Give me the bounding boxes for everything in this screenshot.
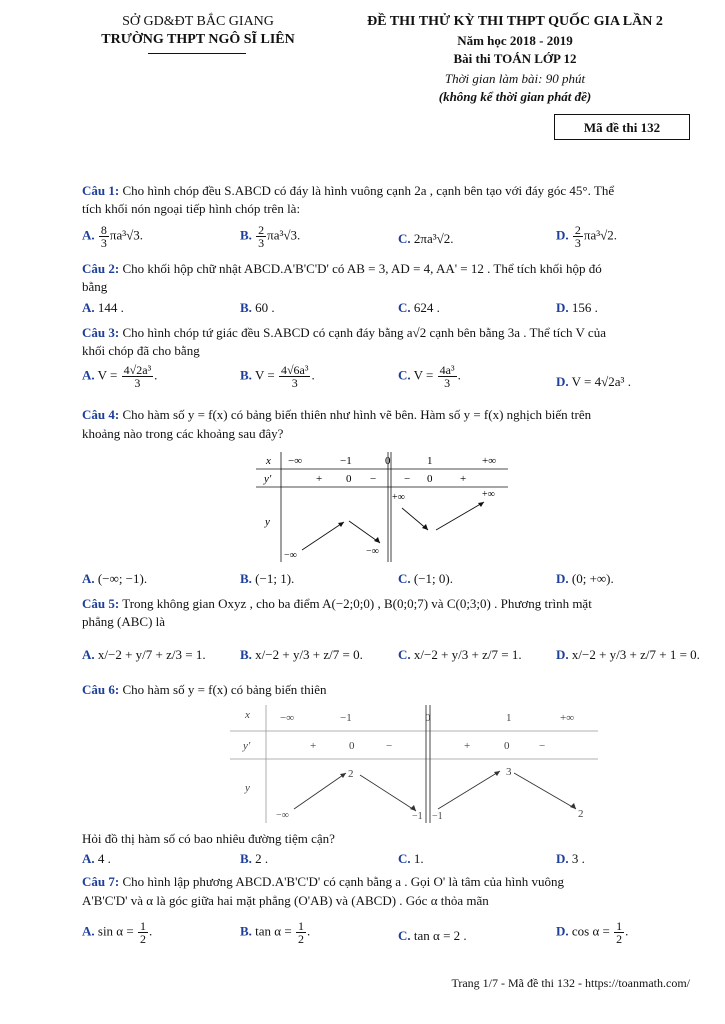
q5-option-c[interactable]: C. x/−2 + y/3 + z/7 = 1. bbox=[398, 647, 522, 662]
q2-option-c[interactable]: C. 624 . bbox=[398, 300, 440, 315]
t6-x-zero: 0 bbox=[425, 712, 431, 724]
q4-option-c[interactable]: C. (−1; 0). bbox=[398, 571, 453, 586]
exam-time: Thời gian làm bài: 90 phút bbox=[444, 71, 586, 86]
q1-option-a[interactable]: A. $\frac{8}{3}$ πa³√3. bbox=[82, 223, 144, 250]
question-4-cont: khoảng nào trong các khoảng sau đây? bbox=[82, 426, 284, 441]
t6-x-neg-inf: −∞ bbox=[280, 712, 295, 724]
question-1-cont: tích khối nón ngoại tiếp hình chóp trên là: bbox=[82, 201, 301, 216]
q3-option-a[interactable]: A. V = $\frac{\text{4√2a³}}{3}$ . bbox=[82, 363, 158, 390]
question-label: Câu 1: bbox=[82, 183, 120, 198]
q4-option-b[interactable]: B. (−1; 1). bbox=[240, 571, 295, 586]
t6-y-neg-inf: −∞ bbox=[276, 810, 289, 821]
dept-name: SỞ GD&ĐT BẮC GIANG bbox=[122, 14, 274, 29]
q5-option-d[interactable]: D. x/−2 + y/3 + z/7 + 1 = 0. bbox=[556, 647, 700, 662]
question-6-cont: Hỏi đồ thị hàm số có bao nhiêu đường tiệm cận? bbox=[82, 831, 335, 846]
t4-x-one: 1 bbox=[427, 455, 433, 467]
t4-yp-zero: 0 bbox=[346, 473, 352, 485]
t6-x-label: x bbox=[245, 709, 250, 721]
school-year: Năm học 2018 - 2019 bbox=[457, 33, 573, 48]
t6-y-left-minus-one: −1 bbox=[412, 811, 423, 822]
exam-code-box: Mã đề thi 132 bbox=[554, 114, 690, 140]
q3-option-b[interactable]: B. V = $\frac{\text{4√6a³}}{3}$ . bbox=[240, 363, 315, 390]
t6-yp-label: y' bbox=[243, 740, 251, 752]
t6-y-label: y bbox=[245, 782, 250, 794]
q1-option-b[interactable]: B. $\frac{2}{3}$ πa³√3. bbox=[240, 223, 301, 250]
q7-option-b[interactable]: B. tan α = $\frac{1}{2}$ . bbox=[240, 919, 311, 946]
t4-yp-zero-2: 0 bbox=[427, 473, 433, 485]
t6-y-max-2: 2 bbox=[348, 768, 354, 780]
q6-option-a[interactable]: A. 4 . bbox=[82, 851, 111, 866]
q7-option-a[interactable]: A. sin α = $\frac{1}{2}$ . bbox=[82, 919, 153, 946]
q3-option-d[interactable]: D. V = 4√2a³ . bbox=[556, 374, 631, 389]
t4-yp-plus-2: + bbox=[460, 473, 467, 485]
question-7: Câu 7: Cho hình lập phương ABCD.A'B'C'D' có cạnh bằng a . Gọi O' là tâm của hình vuông bbox=[82, 874, 565, 889]
t4-y-neg-inf-2: −∞ bbox=[366, 546, 379, 557]
q2-option-d[interactable]: D. 156 . bbox=[556, 300, 598, 315]
q3-option-c[interactable]: C. V = $\frac{\text{4a³}}{3}$ . bbox=[398, 363, 461, 390]
t6-yp-plus-2: + bbox=[464, 740, 471, 752]
question-2: Câu 2: Cho khối hộp chữ nhật ABCD.A'B'C'D' có AB = 3, AD = 4, AA' = 12 . Thể tích khối hộp đó bbox=[82, 261, 602, 276]
t6-yp-zero: 0 bbox=[349, 740, 355, 752]
question-7-cont: A'B'C'D' và α là góc giữa hai mặt phẳng (O'AB) và (ABCD) . Góc α thỏa mãn bbox=[82, 893, 489, 908]
question-text: Cho hình chóp đều S.ABCD có đáy là hình vuông cạnh 2a , cạnh bên tạo với đáy góc 45°. Thể bbox=[122, 183, 615, 198]
q4-option-a[interactable]: A. (−∞; −1). bbox=[82, 571, 148, 586]
t4-yp-plus: + bbox=[316, 473, 323, 485]
q7-option-d[interactable]: D. cos α = $\frac{1}{2}$ . bbox=[556, 919, 629, 946]
question-4: Câu 4: Cho hàm số y = f(x) có bảng biến thiên như hình vẽ bên. Hàm số y = f(x) nghịch biến trên bbox=[82, 407, 592, 422]
t6-y-right-minus-one: −1 bbox=[432, 811, 443, 822]
t6-yp-minus: − bbox=[386, 740, 393, 752]
t6-x-one: 1 bbox=[506, 712, 512, 724]
t4-x-neg-inf: −∞ bbox=[288, 455, 303, 467]
t6-x-pos-inf: +∞ bbox=[560, 712, 575, 724]
q2-option-a[interactable]: A. 144 . bbox=[82, 300, 124, 315]
subject: Bài thi TOÁN LỚP 12 bbox=[453, 51, 577, 66]
question-6: Câu 6: Cho hàm số y = f(x) có bảng biến thiên bbox=[82, 682, 327, 697]
question-2-cont: bằng bbox=[82, 279, 108, 294]
question-5: Câu 5: Trong không gian Oxyz , cho ba điểm A(−2;0;0) , B(0;0;7) và C(0;3;0) . Phương trình mặt bbox=[82, 596, 592, 611]
question-3: Câu 3: Cho hình chóp tứ giác đều S.ABCD có cạnh đáy bằng a√2 cạnh bên bằng 3a . Thể tích V của bbox=[82, 325, 606, 340]
t4-y-pos-inf: +∞ bbox=[392, 492, 405, 503]
page-footer: Trang 1/7 - Mã đề thi 132 - https://toanmath.com/ bbox=[451, 976, 690, 990]
t6-x-neg-one: −1 bbox=[340, 712, 352, 724]
t6-y-end-two: 2 bbox=[578, 808, 584, 820]
q1-option-d[interactable]: D. $\frac{2}{3}$ πa³√2. bbox=[556, 223, 618, 250]
t6-yp-plus: + bbox=[310, 740, 317, 752]
q6-option-b[interactable]: B. 2 . bbox=[240, 851, 269, 866]
question-3-cont: khối chóp đã cho bằng bbox=[82, 343, 200, 358]
t4-y-label: y bbox=[265, 516, 270, 528]
t4-x-pos-inf: +∞ bbox=[482, 455, 497, 467]
t4-yp-minus-2: − bbox=[404, 473, 411, 485]
school-name: TRƯỜNG THPT NGÔ SĨ LIÊN bbox=[101, 32, 295, 47]
question-5-cont: phẳng (ABC) là bbox=[82, 614, 166, 629]
t4-y-pos-inf-2: +∞ bbox=[482, 489, 495, 500]
t4-yp-label: y' bbox=[264, 473, 272, 485]
q5-option-a[interactable]: A. x/−2 + y/7 + z/3 = 1. bbox=[82, 647, 206, 662]
question-1 bbox=[82, 182, 689, 200]
q6-option-c[interactable]: C. 1. bbox=[398, 851, 424, 866]
q5-option-b[interactable]: B. x/−2 + y/3 + z/7 = 0. bbox=[240, 647, 363, 662]
exam-title: ĐỀ THI THỬ KỲ THI THPT QUỐC GIA LẦN 2 bbox=[367, 14, 663, 29]
t4-y-neg-inf: −∞ bbox=[284, 550, 297, 561]
variation-table-6 bbox=[228, 703, 600, 825]
q1-option-c[interactable]: C. 2πa³√2. bbox=[398, 231, 454, 246]
variation-table-4 bbox=[254, 450, 510, 565]
t6-yp-zero-2: 0 bbox=[504, 740, 510, 752]
t6-yp-minus-2: − bbox=[539, 740, 546, 752]
q7-option-c[interactable]: C. tan α = 2 . bbox=[398, 928, 467, 943]
t4-x-zero: 0 bbox=[385, 455, 391, 467]
school-underline bbox=[148, 53, 246, 54]
t4-yp-minus: − bbox=[370, 473, 377, 485]
q6-option-d[interactable]: D. 3 . bbox=[556, 851, 585, 866]
t4-x-neg-one: −1 bbox=[340, 455, 352, 467]
t6-y-max-3: 3 bbox=[506, 766, 512, 778]
q2-option-b[interactable]: B. 60 . bbox=[240, 300, 275, 315]
t4-x-label: x bbox=[266, 455, 271, 467]
exam-note: (không kể thời gian phát đề) bbox=[438, 89, 592, 104]
q4-option-d[interactable]: D. (0; +∞). bbox=[556, 571, 614, 586]
